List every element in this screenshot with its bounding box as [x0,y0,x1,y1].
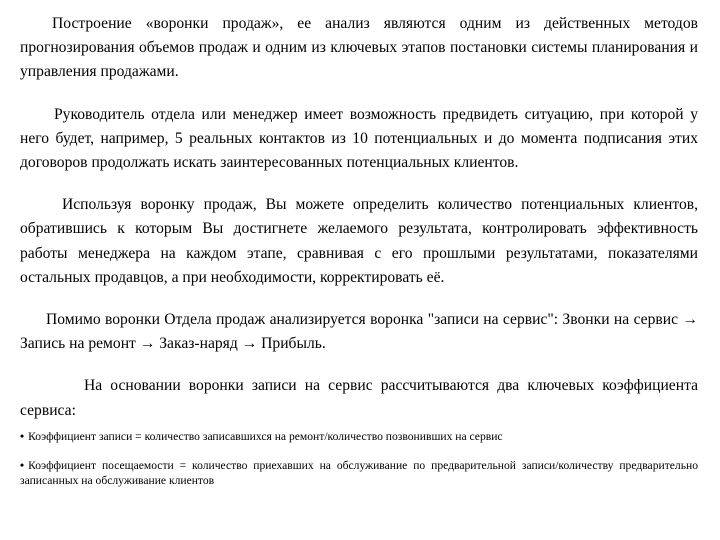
paragraph-1 [20,12,698,85]
bullet-item-2-text: Коэффициент посещаемости = количество приехавших на обслуживание по предварительной записи/количеству предварительно записанных на обслуживание клиентов [20,458,698,487]
bullet-marker: • [20,429,25,443]
paragraph-4 [20,308,698,356]
bullet-item-1-text: Коэффициент записи = количество записавшихся на ремонт/количество позвонивших на сервис [28,429,503,443]
paragraph-5 [20,374,698,422]
paragraph-3 [20,193,698,290]
paragraph-4-text: Помимо воронки Отдела продаж анализируется воронка "записи на сервис": Звонки на сервис → Запись на ремонт → Заказ-наряд → Прибыль. [20,311,698,353]
document-page [20,12,698,488]
paragraph-3-text: Используя воронку продаж, Вы можете определить количество потенциальных клиентов, обратившись к которым Вы достигнете желаемого результата, контролировать эффективность работы менеджера на каждом этапе, сравнивая с его прошлыми результатами, показателями остальных продавцов, а при необходимости, корректировать её. [20,196,698,286]
paragraph-2 [20,103,698,176]
paragraph-5-text: На основании воронки записи на сервис рассчитываются два ключевых коэффициента сервиса: [20,377,698,419]
paragraph-2-text: Руководитель отдела или менеджер имеет возможность предвидеть ситуацию, при которой у него будет, например, 5 реальных контактов из 10 потенциальных и до момента подписания этих договоров продолжать искать заинтересованных потенциальных клиентов. [20,105,698,172]
bullet-item-1 [20,429,698,444]
paragraph-1-text: Построение «воронки продаж», ее анализ являются одним из действенных методов прогнозирования объемов продаж и одним из ключевых этапов постановки системы планирования и управления продажами. [20,15,698,81]
bullet-marker: • [20,458,25,472]
bullet-item-2 [20,458,698,488]
